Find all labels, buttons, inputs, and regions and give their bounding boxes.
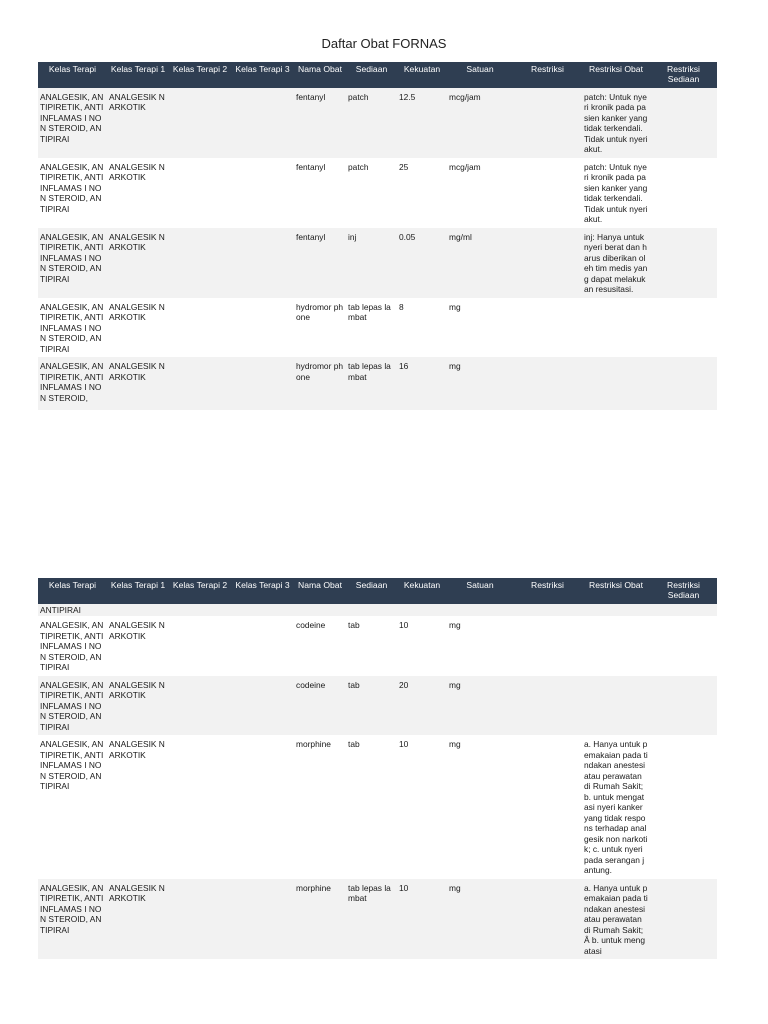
table-row: [38, 735, 717, 879]
cell-kelas-terapi-1: ANALGESIK NARKOTIK: [107, 228, 169, 298]
cell-kelas-terapi-2: [169, 879, 231, 960]
header-kekuatan: Kekuatan: [397, 578, 447, 604]
header-kelas-terapi-2: Kelas Terapi 2: [169, 578, 231, 604]
cell-restriksi-sediaan: [650, 357, 717, 410]
header-kelas-terapi-3: Kelas Terapi 3: [231, 578, 294, 604]
cell-restriksi: [513, 88, 582, 158]
table-header: [38, 62, 717, 88]
cell-restriksi: [513, 357, 582, 410]
header-restriksi-obat: Restriksi Obat: [582, 62, 650, 88]
cell-restriksi-sediaan: [650, 735, 717, 879]
header-restriksi-sediaan: Restriksi Sediaan: [650, 578, 717, 604]
cell-kelas-terapi-3: [231, 228, 294, 298]
cell-restriksi: [513, 879, 582, 960]
table-body: [38, 88, 717, 411]
cell-kelas-terapi-3: [231, 676, 294, 736]
cell-kelas-terapi-3: [231, 357, 294, 410]
cell-sediaan: tab lepas lambat: [346, 879, 397, 960]
cell-kelas-terapi-3: [231, 879, 294, 960]
cell-restriksi-obat: inj: Hanya untuk nyeri berat dan harus diberikan oleh tim medis yang dapat melakukan resusitasi.: [582, 228, 650, 298]
header-kelas-terapi-2: Kelas Terapi 2: [169, 62, 231, 88]
cell-nama-obat: codeine: [294, 676, 346, 736]
cell-satuan: mcg/jam: [449, 161, 481, 172]
table-header: [38, 578, 717, 604]
table-row: [38, 616, 717, 676]
header-restriksi: Restriksi: [513, 62, 582, 88]
cell-kelas-terapi-1: ANALGESIK NARKOTIK: [107, 879, 169, 960]
header-kelas-terapi-3: Kelas Terapi 3: [231, 62, 294, 88]
header-kelas-terapi-1: Kelas Terapi 1: [107, 62, 169, 88]
cell-restriksi-sediaan: [650, 616, 717, 676]
cell-restriksi-sediaan: [650, 298, 717, 358]
cell-kelas-terapi-1: ANALGESIK NARKOTIK: [107, 88, 169, 158]
cell-restriksi-obat: a. Hanya untuk pemakaian pada tindakan anestesi atau perawatan di Rumah Sakit; b. untuk mengatasi nyeri kanker yang tidak respons terhadap analgesik non narkotik; c. untuk nyeri pada serangan jantung.: [584, 739, 648, 876]
cell-kelas-terapi-1: ANALGESIK NARKOTIK: [109, 161, 165, 183]
header-sediaan: Sediaan: [346, 62, 397, 88]
table-row: [38, 88, 717, 158]
header-satuan: Satuan: [447, 578, 513, 604]
cell-kelas-terapi: ANTIPIRAI: [38, 604, 107, 617]
cell-kelas-terapi: ANALGESIK, ANTIPIRETIK, ANTIINFLAMAS I NON STEROID, ANTIPIRAI: [40, 739, 104, 792]
header-sediaan: Sediaan: [346, 578, 397, 604]
header-restriksi-sediaan: Restriksi Sediaan: [650, 62, 717, 88]
cell-nama-obat: fentanyl: [296, 161, 326, 172]
cell-sediaan: tab: [348, 620, 360, 631]
cell-restriksi-sediaan: [650, 88, 717, 158]
cell-restriksi-obat: patch: Untuk nyeri kronik pada pasien kanker yang tidak terkendali. Tidak untuk nyeri akut.: [584, 161, 648, 225]
cell-kelas-terapi-2: [169, 158, 231, 228]
cell-restriksi-obat: [582, 298, 650, 358]
cell-kelas-terapi-2: [169, 228, 231, 298]
cell-kelas-terapi: ANALGESIK, ANTIPIRETIK, ANTIINFLAMAS I NON STEROID, ANTIPIRAI: [40, 301, 104, 354]
header-restriksi-obat: Restriksi Obat: [582, 578, 650, 604]
header-kelas-terapi-1: Kelas Terapi 1: [107, 578, 169, 604]
cell-kelas-terapi-3: [231, 298, 294, 358]
cell-kelas-terapi-3: [231, 616, 294, 676]
cell-restriksi-sediaan: [650, 676, 717, 736]
header-restriksi: Restriksi: [513, 578, 582, 604]
cell-restriksi: [513, 676, 582, 736]
cell-nama-obat: fentanyl: [294, 228, 346, 298]
cell-restriksi-obat: [582, 616, 650, 676]
cell-restriksi: [513, 228, 582, 298]
cell-kelas-terapi-1: ANALGESIK NARKOTIK: [109, 620, 165, 641]
cell-kelas-terapi-1: ANALGESIK NARKOTIK: [109, 739, 165, 760]
cell-kelas-terapi-2: [169, 616, 231, 676]
drug-table-2: [38, 578, 717, 959]
cell-kekuatan: 10: [399, 620, 409, 631]
cell-restriksi: [513, 158, 582, 228]
cell-kekuatan: 8: [399, 301, 404, 312]
header-kelas-terapi: Kelas Terapi: [38, 62, 107, 88]
cell-satuan: mg/ml: [447, 228, 513, 298]
cell-kekuatan: 16: [397, 357, 447, 410]
cell-kekuatan: 0.05: [397, 228, 447, 298]
table-row: [38, 298, 717, 358]
table-row: [38, 228, 717, 298]
cell-satuan: mg: [449, 739, 461, 750]
cell-sediaan: patch: [346, 88, 397, 158]
cell-kelas-terapi-3: [231, 158, 294, 228]
header-nama-obat: Nama Obat: [294, 62, 346, 88]
cell-sediaan: tab: [348, 739, 360, 750]
cell-kelas-terapi: ANALGESIK, ANTIPIRETIK, ANTIINFLAMAS I NON STEROID, ANTIPIRAI: [38, 88, 107, 158]
cell-kelas-terapi: ANALGESIK, ANTIPIRETIK, ANTIINFLAMAS I NON STEROID, ANTIPIRAI: [40, 620, 104, 673]
cell-kelas-terapi: ANALGESIK, ANTIPIRETIK, ANTIINFLAMAS I NON STEROID,: [38, 357, 107, 410]
table-row: [38, 357, 717, 410]
cell-sediaan: patch: [348, 161, 369, 172]
cell-sediaan: tab: [346, 676, 397, 736]
cell-restriksi: [513, 298, 582, 358]
cell-restriksi-sediaan: [650, 158, 717, 228]
cell-restriksi-obat: patch: Untuk nyeri kronik pada pasien kanker yang tidak terkendali. Tidak untuk nyeri akut.: [582, 88, 650, 158]
cell-nama-obat: hydromor phone: [296, 301, 344, 323]
cell-nama-obat: hydromor phone: [294, 357, 346, 410]
cell-sediaan: tab lepas lambat: [346, 357, 397, 410]
table-body: [38, 604, 717, 960]
cell-nama-obat: morphine: [294, 879, 346, 960]
cell-satuan: mg: [447, 879, 513, 960]
cell-kekuatan: 20: [397, 676, 447, 736]
cell-kelas-terapi-2: [169, 735, 231, 879]
cell-kelas-terapi-3: [231, 88, 294, 158]
table-row-continuation: [38, 604, 717, 617]
table-row: [38, 879, 717, 960]
cell-restriksi-sediaan: [650, 228, 717, 298]
cell-kelas-terapi: ANALGESIK, ANTIPIRETIK, ANTIINFLAMAS I NON STEROID, ANTIPIRAI: [38, 228, 107, 298]
cell-kelas-terapi-1: ANALGESIK NARKOTIK: [107, 676, 169, 736]
cell-satuan: mg: [449, 301, 461, 312]
cell-kelas-terapi: ANALGESIK, ANTIPIRETIK, ANTIINFLAMAS I NON STEROID, ANTIPIRAI: [38, 879, 107, 960]
cell-kelas-terapi-1: ANALGESIK NARKOTIK: [107, 357, 169, 410]
cell-kekuatan: 12.5: [397, 88, 447, 158]
cell-kelas-terapi-2: [169, 357, 231, 410]
cell-kelas-terapi-2: [169, 676, 231, 736]
table-row: [38, 158, 717, 228]
cell-restriksi: [513, 735, 582, 879]
cell-nama-obat: morphine: [296, 739, 331, 750]
cell-kelas-terapi: ANALGESIK, ANTIPIRETIK, ANTIINFLAMAS I NON STEROID, ANTIPIRAI: [38, 676, 107, 736]
cell-nama-obat: fentanyl: [294, 88, 346, 158]
cell-kelas-terapi-2: [169, 88, 231, 158]
cell-restriksi-obat: [582, 357, 650, 410]
cell-kekuatan: 10: [397, 879, 447, 960]
cell-restriksi-obat: [582, 676, 650, 736]
table-row: [38, 676, 717, 736]
cell-restriksi-obat: a. Hanya untuk pemakaian pada tindakan anestesi atau perawatan di Rumah Sakit;Â b. untuk mengatasi: [582, 879, 650, 960]
page-title: Daftar Obat FORNAS: [321, 36, 447, 51]
cell-kelas-terapi: ANALGESIK, ANTIPIRETIK, ANTIINFLAMAS I NON STEROID, ANTIPIRAI: [40, 161, 104, 214]
cell-kelas-terapi-2: [169, 298, 231, 358]
cell-restriksi: [513, 616, 582, 676]
header-kelas-terapi: Kelas Terapi: [38, 578, 107, 604]
cell-nama-obat: codeine: [296, 620, 326, 631]
header-satuan: Satuan: [447, 62, 513, 88]
cell-satuan: mcg/jam: [447, 88, 513, 158]
cell-kekuatan: 25: [399, 161, 409, 172]
cell-kelas-terapi-1: ANALGESIK NARKOTIK: [109, 301, 165, 323]
header-kekuatan: Kekuatan: [397, 62, 447, 88]
cell-restriksi-sediaan: [650, 879, 717, 960]
cell-sediaan: inj: [346, 228, 397, 298]
cell-satuan: mg: [447, 357, 513, 410]
cell-sediaan: tab lepas lambat: [348, 301, 391, 323]
drug-table-1: [38, 62, 717, 410]
cell-satuan: mg: [447, 676, 513, 736]
cell-satuan: mg: [449, 620, 461, 631]
header-nama-obat: Nama Obat: [294, 578, 346, 604]
cell-kekuatan: 10: [399, 739, 409, 750]
cell-kelas-terapi-3: [231, 735, 294, 879]
